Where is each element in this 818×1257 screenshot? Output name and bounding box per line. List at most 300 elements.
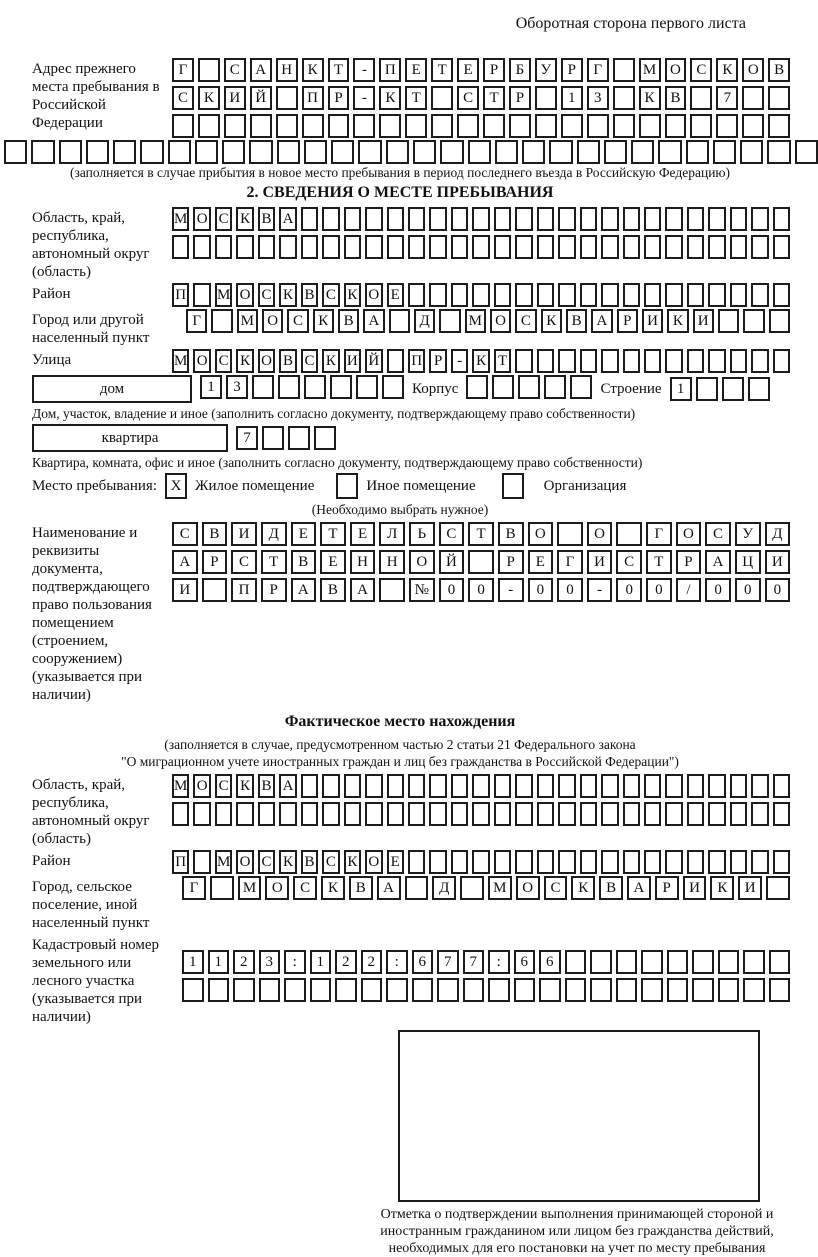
- char-box[interactable]: [558, 850, 575, 874]
- char-box[interactable]: [667, 950, 689, 974]
- char-box[interactable]: [322, 235, 339, 259]
- char-box[interactable]: В: [258, 207, 275, 231]
- char-box[interactable]: О: [258, 349, 275, 373]
- char-box[interactable]: [408, 850, 425, 874]
- char-box[interactable]: [696, 377, 718, 401]
- char-box[interactable]: [515, 802, 532, 826]
- char-box[interactable]: А: [279, 774, 296, 798]
- char-box[interactable]: [641, 950, 663, 974]
- char-box[interactable]: [686, 140, 709, 164]
- char-box[interactable]: [665, 802, 682, 826]
- char-box[interactable]: [515, 235, 532, 259]
- char-box[interactable]: [387, 802, 404, 826]
- char-box[interactable]: 3: [226, 375, 248, 399]
- char-box[interactable]: [483, 114, 505, 138]
- char-box[interactable]: И: [231, 522, 257, 546]
- char-box[interactable]: [215, 802, 232, 826]
- char-box[interactable]: [439, 309, 460, 333]
- char-box[interactable]: [742, 86, 764, 110]
- char-box[interactable]: [328, 114, 350, 138]
- char-box[interactable]: М: [215, 283, 232, 307]
- char-box[interactable]: [451, 235, 468, 259]
- char-box[interactable]: П: [302, 86, 324, 110]
- char-box[interactable]: [195, 140, 218, 164]
- char-box[interactable]: [708, 235, 725, 259]
- char-box[interactable]: [580, 207, 597, 231]
- char-box[interactable]: [751, 774, 768, 798]
- char-box[interactable]: [587, 114, 609, 138]
- char-box[interactable]: [279, 802, 296, 826]
- char-box[interactable]: [488, 978, 510, 1002]
- char-box[interactable]: [202, 578, 228, 602]
- char-box[interactable]: Д: [414, 309, 435, 333]
- char-box[interactable]: -: [353, 58, 375, 82]
- char-box[interactable]: [331, 140, 354, 164]
- char-box[interactable]: [601, 235, 618, 259]
- char-box[interactable]: К: [321, 876, 345, 900]
- char-box[interactable]: [492, 375, 514, 399]
- char-box[interactable]: 7: [716, 86, 738, 110]
- char-box[interactable]: И: [765, 550, 791, 574]
- char-box[interactable]: [322, 774, 339, 798]
- char-box[interactable]: [494, 774, 511, 798]
- char-box[interactable]: Р: [561, 58, 583, 82]
- char-box[interactable]: Г: [182, 876, 206, 900]
- char-box[interactable]: [301, 774, 318, 798]
- char-box[interactable]: К: [322, 349, 339, 373]
- char-box[interactable]: С: [690, 58, 712, 82]
- char-box[interactable]: [708, 283, 725, 307]
- char-box[interactable]: [387, 349, 404, 373]
- char-box[interactable]: [515, 207, 532, 231]
- char-box[interactable]: [751, 349, 768, 373]
- char-box[interactable]: №: [409, 578, 435, 602]
- char-box[interactable]: [429, 850, 446, 874]
- char-box[interactable]: [322, 207, 339, 231]
- char-box[interactable]: 6: [412, 950, 434, 974]
- char-box[interactable]: В: [301, 283, 318, 307]
- char-box[interactable]: А: [627, 876, 651, 900]
- char-box[interactable]: [558, 207, 575, 231]
- char-box[interactable]: [537, 235, 554, 259]
- char-box[interactable]: [613, 86, 635, 110]
- char-box[interactable]: 0: [646, 578, 672, 602]
- char-box[interactable]: И: [172, 578, 198, 602]
- char-box[interactable]: [730, 850, 747, 874]
- char-box[interactable]: О: [676, 522, 702, 546]
- char-box[interactable]: Ц: [735, 550, 761, 574]
- char-box[interactable]: [440, 140, 463, 164]
- char-box[interactable]: [314, 426, 336, 450]
- char-box[interactable]: Й: [365, 349, 382, 373]
- char-box[interactable]: [644, 850, 661, 874]
- char-box[interactable]: [408, 235, 425, 259]
- char-box[interactable]: [565, 950, 587, 974]
- char-box[interactable]: О: [587, 522, 613, 546]
- char-box[interactable]: 7: [463, 950, 485, 974]
- checkbox-inoe[interactable]: [336, 473, 358, 499]
- char-box[interactable]: -: [587, 578, 613, 602]
- char-box[interactable]: [412, 978, 434, 1002]
- char-box[interactable]: В: [338, 309, 359, 333]
- char-box[interactable]: [387, 235, 404, 259]
- char-box[interactable]: [580, 349, 597, 373]
- char-box[interactable]: В: [279, 349, 296, 373]
- char-box[interactable]: [276, 114, 298, 138]
- char-box[interactable]: 0: [616, 578, 642, 602]
- char-box[interactable]: [389, 309, 410, 333]
- char-box[interactable]: 0: [705, 578, 731, 602]
- char-box[interactable]: Р: [261, 578, 287, 602]
- char-box[interactable]: [795, 140, 818, 164]
- char-box[interactable]: К: [667, 309, 688, 333]
- char-box[interactable]: 3: [259, 950, 281, 974]
- char-box[interactable]: Г: [587, 58, 609, 82]
- char-box[interactable]: [472, 802, 489, 826]
- char-box[interactable]: [386, 140, 409, 164]
- char-box[interactable]: [250, 114, 272, 138]
- char-box[interactable]: В: [566, 309, 587, 333]
- char-box[interactable]: [687, 850, 704, 874]
- char-box[interactable]: [276, 86, 298, 110]
- char-box[interactable]: В: [349, 876, 373, 900]
- char-box[interactable]: С: [705, 522, 731, 546]
- char-box[interactable]: О: [193, 207, 210, 231]
- char-box[interactable]: [233, 978, 255, 1002]
- char-box[interactable]: [468, 140, 491, 164]
- char-box[interactable]: [708, 774, 725, 798]
- char-box[interactable]: [405, 114, 427, 138]
- char-box[interactable]: [537, 207, 554, 231]
- char-box[interactable]: У: [735, 522, 761, 546]
- char-box[interactable]: 0: [528, 578, 554, 602]
- char-box[interactable]: С: [293, 876, 317, 900]
- char-box[interactable]: [768, 86, 790, 110]
- char-box[interactable]: С: [616, 550, 642, 574]
- char-box[interactable]: О: [742, 58, 764, 82]
- char-box[interactable]: В: [665, 86, 687, 110]
- char-box[interactable]: [535, 86, 557, 110]
- char-box[interactable]: [472, 283, 489, 307]
- char-box[interactable]: [258, 802, 275, 826]
- char-box[interactable]: [623, 283, 640, 307]
- char-box[interactable]: [494, 235, 511, 259]
- char-box[interactable]: [687, 802, 704, 826]
- char-box[interactable]: С: [215, 207, 232, 231]
- char-box[interactable]: 1: [182, 950, 204, 974]
- char-box[interactable]: П: [172, 283, 189, 307]
- char-box[interactable]: К: [472, 349, 489, 373]
- char-box[interactable]: [4, 140, 27, 164]
- char-box[interactable]: [198, 58, 220, 82]
- char-box[interactable]: С: [322, 850, 339, 874]
- char-box[interactable]: [665, 283, 682, 307]
- char-box[interactable]: [344, 207, 361, 231]
- char-box[interactable]: [344, 774, 361, 798]
- char-box[interactable]: К: [379, 86, 401, 110]
- char-box[interactable]: [544, 375, 566, 399]
- char-box[interactable]: В: [301, 850, 318, 874]
- char-box[interactable]: [623, 349, 640, 373]
- char-box[interactable]: [259, 978, 281, 1002]
- char-box[interactable]: [472, 774, 489, 798]
- char-box[interactable]: Т: [431, 58, 453, 82]
- char-box[interactable]: [344, 802, 361, 826]
- char-box[interactable]: [494, 207, 511, 231]
- char-box[interactable]: О: [262, 309, 283, 333]
- char-box[interactable]: [665, 349, 682, 373]
- char-box[interactable]: [751, 207, 768, 231]
- char-box[interactable]: [623, 802, 640, 826]
- char-box[interactable]: К: [198, 86, 220, 110]
- char-box[interactable]: С: [231, 550, 257, 574]
- char-box[interactable]: [740, 140, 763, 164]
- char-box[interactable]: [730, 283, 747, 307]
- char-box[interactable]: М: [237, 309, 258, 333]
- char-box[interactable]: [353, 114, 375, 138]
- char-box[interactable]: Т: [483, 86, 505, 110]
- char-box[interactable]: М: [238, 876, 262, 900]
- char-box[interactable]: О: [365, 283, 382, 307]
- char-box[interactable]: [472, 235, 489, 259]
- char-box[interactable]: 0: [765, 578, 791, 602]
- char-box[interactable]: М: [172, 774, 189, 798]
- char-box[interactable]: [172, 235, 189, 259]
- char-box[interactable]: О: [490, 309, 511, 333]
- char-box[interactable]: [437, 978, 459, 1002]
- char-box[interactable]: [344, 235, 361, 259]
- char-box[interactable]: М: [172, 207, 189, 231]
- char-box[interactable]: [168, 140, 191, 164]
- char-box[interactable]: О: [193, 774, 210, 798]
- char-box[interactable]: 6: [539, 950, 561, 974]
- char-box[interactable]: Г: [172, 58, 194, 82]
- char-box[interactable]: 1: [200, 375, 222, 399]
- char-box[interactable]: [665, 114, 687, 138]
- char-box[interactable]: [773, 774, 790, 798]
- char-box[interactable]: [773, 802, 790, 826]
- char-box[interactable]: Р: [676, 550, 702, 574]
- char-box[interactable]: С: [287, 309, 308, 333]
- char-box[interactable]: [330, 375, 352, 399]
- char-box[interactable]: [494, 802, 511, 826]
- char-box[interactable]: [773, 349, 790, 373]
- char-box[interactable]: [284, 978, 306, 1002]
- char-box[interactable]: О: [236, 850, 253, 874]
- char-box[interactable]: [580, 774, 597, 798]
- char-box[interactable]: Д: [765, 522, 791, 546]
- char-box[interactable]: [708, 850, 725, 874]
- char-box[interactable]: С: [172, 522, 198, 546]
- char-box[interactable]: [751, 802, 768, 826]
- char-box[interactable]: [509, 114, 531, 138]
- char-box[interactable]: К: [344, 283, 361, 307]
- char-box[interactable]: [59, 140, 82, 164]
- char-box[interactable]: -: [451, 349, 468, 373]
- char-box[interactable]: [687, 774, 704, 798]
- char-box[interactable]: Т: [320, 522, 346, 546]
- char-box[interactable]: [665, 850, 682, 874]
- char-box[interactable]: А: [250, 58, 272, 82]
- char-box[interactable]: [742, 114, 764, 138]
- char-box[interactable]: С: [172, 86, 194, 110]
- char-box[interactable]: [211, 309, 232, 333]
- char-box[interactable]: [549, 140, 572, 164]
- char-box[interactable]: [515, 850, 532, 874]
- char-box[interactable]: [429, 235, 446, 259]
- char-box[interactable]: И: [224, 86, 246, 110]
- char-box[interactable]: 0: [557, 578, 583, 602]
- char-box[interactable]: Й: [439, 550, 465, 574]
- char-box[interactable]: [386, 978, 408, 1002]
- char-box[interactable]: [535, 114, 557, 138]
- char-box[interactable]: [773, 235, 790, 259]
- char-box[interactable]: Б: [509, 58, 531, 82]
- char-box[interactable]: [616, 978, 638, 1002]
- char-box[interactable]: [451, 283, 468, 307]
- char-box[interactable]: К: [571, 876, 595, 900]
- char-box[interactable]: Р: [655, 876, 679, 900]
- char-box[interactable]: [718, 978, 740, 1002]
- char-box[interactable]: [708, 349, 725, 373]
- char-box[interactable]: [690, 86, 712, 110]
- char-box[interactable]: [278, 375, 300, 399]
- char-box[interactable]: :: [284, 950, 306, 974]
- checkbox-zhiloe[interactable]: X: [165, 473, 187, 499]
- char-box[interactable]: [451, 774, 468, 798]
- char-box[interactable]: К: [716, 58, 738, 82]
- char-box[interactable]: М: [215, 850, 232, 874]
- char-box[interactable]: [451, 802, 468, 826]
- char-box[interactable]: [580, 850, 597, 874]
- char-box[interactable]: [590, 978, 612, 1002]
- char-box[interactable]: [472, 850, 489, 874]
- char-box[interactable]: /: [676, 578, 702, 602]
- char-box[interactable]: [288, 426, 310, 450]
- char-box[interactable]: К: [313, 309, 334, 333]
- char-box[interactable]: С: [258, 283, 275, 307]
- char-box[interactable]: [258, 235, 275, 259]
- char-box[interactable]: [665, 235, 682, 259]
- char-box[interactable]: 0: [735, 578, 761, 602]
- char-box[interactable]: [687, 283, 704, 307]
- char-box[interactable]: [451, 850, 468, 874]
- char-box[interactable]: 3: [587, 86, 609, 110]
- char-box[interactable]: С: [439, 522, 465, 546]
- char-box[interactable]: С: [215, 349, 232, 373]
- char-box[interactable]: [262, 426, 284, 450]
- char-box[interactable]: [623, 235, 640, 259]
- char-box[interactable]: Г: [646, 522, 672, 546]
- char-box[interactable]: [766, 876, 790, 900]
- char-box[interactable]: С: [258, 850, 275, 874]
- char-box[interactable]: [365, 802, 382, 826]
- char-box[interactable]: [644, 802, 661, 826]
- char-box[interactable]: [408, 283, 425, 307]
- char-box[interactable]: Н: [379, 550, 405, 574]
- char-box[interactable]: В: [768, 58, 790, 82]
- char-box[interactable]: 2: [361, 950, 383, 974]
- char-box[interactable]: [590, 950, 612, 974]
- char-box[interactable]: [494, 850, 511, 874]
- char-box[interactable]: [613, 114, 635, 138]
- char-box[interactable]: [644, 774, 661, 798]
- char-box[interactable]: [413, 140, 436, 164]
- char-box[interactable]: [641, 978, 663, 1002]
- char-box[interactable]: П: [172, 850, 189, 874]
- char-box[interactable]: [379, 114, 401, 138]
- char-box[interactable]: [743, 978, 765, 1002]
- char-box[interactable]: [457, 114, 479, 138]
- char-box[interactable]: [518, 375, 540, 399]
- char-box[interactable]: О: [528, 522, 554, 546]
- char-box[interactable]: Е: [387, 850, 404, 874]
- char-box[interactable]: [743, 309, 764, 333]
- char-box[interactable]: [601, 802, 618, 826]
- char-box[interactable]: [708, 802, 725, 826]
- char-box[interactable]: -: [353, 86, 375, 110]
- char-box[interactable]: А: [350, 578, 376, 602]
- checkbox-organizatsiya[interactable]: [502, 473, 524, 499]
- char-box[interactable]: [537, 283, 554, 307]
- char-box[interactable]: С: [544, 876, 568, 900]
- char-box[interactable]: [460, 876, 484, 900]
- char-box[interactable]: В: [202, 522, 228, 546]
- char-box[interactable]: [623, 207, 640, 231]
- char-box[interactable]: [301, 802, 318, 826]
- char-box[interactable]: [690, 114, 712, 138]
- char-box[interactable]: 1: [670, 377, 692, 401]
- char-box[interactable]: О: [236, 283, 253, 307]
- char-box[interactable]: И: [642, 309, 663, 333]
- char-box[interactable]: [623, 850, 640, 874]
- char-box[interactable]: :: [386, 950, 408, 974]
- char-box[interactable]: [730, 349, 747, 373]
- char-box[interactable]: О: [365, 850, 382, 874]
- char-box[interactable]: [387, 774, 404, 798]
- char-box[interactable]: К: [279, 283, 296, 307]
- char-box[interactable]: [387, 207, 404, 231]
- char-box[interactable]: [751, 850, 768, 874]
- char-box[interactable]: 7: [437, 950, 459, 974]
- char-box[interactable]: Н: [276, 58, 298, 82]
- char-box[interactable]: [644, 235, 661, 259]
- char-box[interactable]: П: [379, 58, 401, 82]
- char-box[interactable]: К: [236, 349, 253, 373]
- char-box[interactable]: О: [409, 550, 435, 574]
- char-box[interactable]: К: [279, 850, 296, 874]
- char-box[interactable]: [537, 349, 554, 373]
- char-box[interactable]: Й: [250, 86, 272, 110]
- char-box[interactable]: И: [738, 876, 762, 900]
- char-box[interactable]: [601, 207, 618, 231]
- char-box[interactable]: А: [705, 550, 731, 574]
- char-box[interactable]: [558, 283, 575, 307]
- char-box[interactable]: [301, 207, 318, 231]
- char-box[interactable]: [431, 114, 453, 138]
- char-box[interactable]: К: [302, 58, 324, 82]
- char-box[interactable]: [768, 114, 790, 138]
- char-box[interactable]: Т: [261, 550, 287, 574]
- char-box[interactable]: [431, 86, 453, 110]
- char-box[interactable]: О: [516, 876, 540, 900]
- char-box[interactable]: И: [683, 876, 707, 900]
- char-box[interactable]: [361, 978, 383, 1002]
- char-box[interactable]: С: [224, 58, 246, 82]
- char-box[interactable]: [730, 207, 747, 231]
- char-box[interactable]: [193, 283, 210, 307]
- char-box[interactable]: [616, 950, 638, 974]
